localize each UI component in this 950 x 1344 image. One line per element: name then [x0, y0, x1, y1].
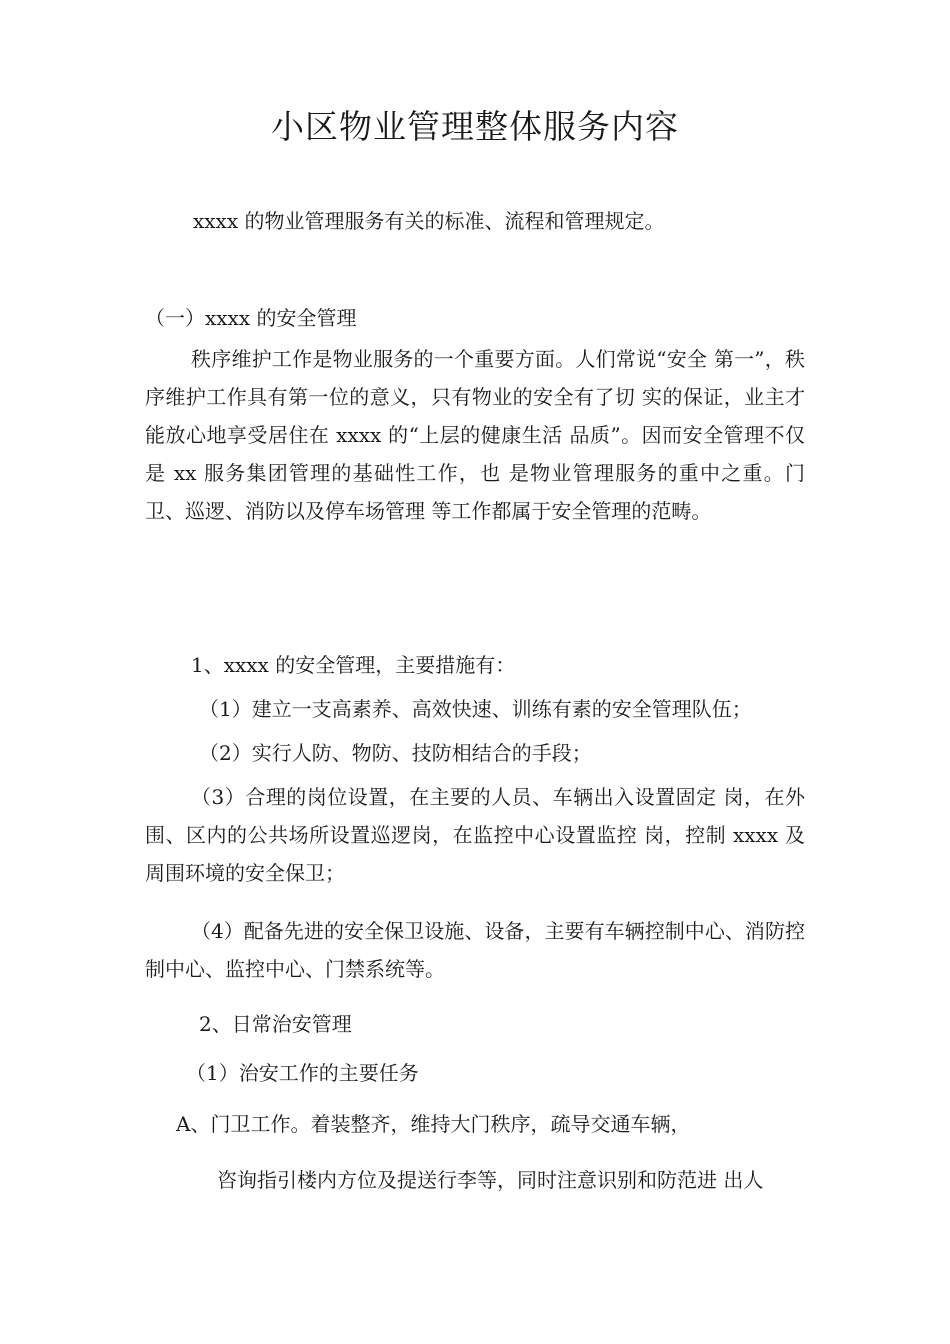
- measures-heading: 1、xxxx 的安全管理，主要措施有：: [191, 653, 516, 677]
- tasks-heading: （1）治安工作的主要任务: [186, 1061, 419, 1085]
- measure-item-1: （1）建立一支高素养、高效快速、训练有素的安全管理队伍；: [199, 697, 752, 721]
- section-heading-security: （一）xxxx 的安全管理: [145, 306, 357, 330]
- measure-item-2: （2）实行人防、物防、技防相结合的手段；: [199, 741, 592, 765]
- task-item-a-continued: 咨询指引楼内方位及提送行李等，同时注意识别和防范进 出人: [217, 1168, 764, 1192]
- document-title: 小区物业管理整体服务内容: [271, 107, 679, 146]
- intro-text: xxxx 的物业管理服务有关的标准、流程和管理规定。: [193, 209, 665, 233]
- measure-item-4: （4）配备先进的安全保卫设施、设备，主要有车辆控制中心、消防控制中心、监控中心、门禁系统等。: [145, 919, 805, 981]
- daily-security-heading: 2、日常治安管理: [199, 1012, 352, 1036]
- measure-item-3: （3）合理的岗位设置，在主要的人员、车辆出入设置固定 岗，在外围、区内的公共场所设置巡逻岗，在监控中心设置监控 岗，控制 xxxx 及周围环境的安全保卫；: [145, 785, 805, 885]
- section-paragraph-security: 秩序维护工作是物业服务的一个重要方面。人们常说“安全 第一”，秩序维护工作具有第一位的意义，只有物业的安全有了切 实的保证，业主才能放心地享受居住在 xxxx 的“上层的健康生活 品质”。因而安全管理不仅是 xx 服务集团管理的基础性工作，也 是物业管理服务的重中之重。门卫、巡逻、消防以及停车场管理 等工作都属于安全管理的范畴。: [145, 347, 805, 523]
- task-item-a: A、门卫工作。着装整齐，维持大门秩序，疏导交通车辆，: [176, 1112, 691, 1136]
